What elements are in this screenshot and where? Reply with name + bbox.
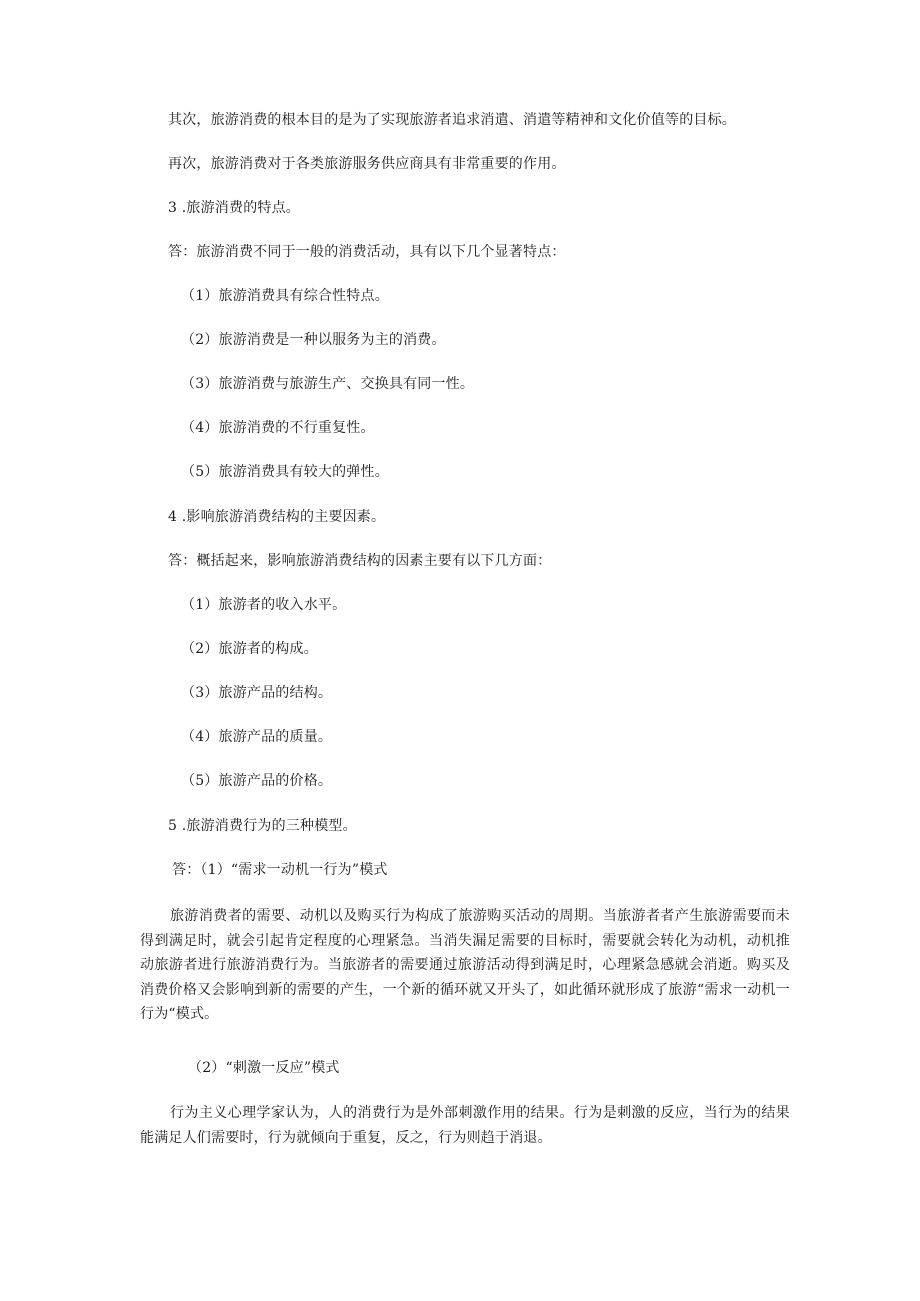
intro-second-line: 其次，旅游消费的根本目的是为了实现旅游者追求消遣、消遣等精神和文化价值等的目标。: [168, 112, 736, 128]
question-4-heading: 4 .影响旅游消费结构的主要因素。: [168, 509, 386, 525]
question-5-model-2-heading: （2）“刺激一反应”模式: [188, 1060, 340, 1076]
question-5-answer-model-1: 答：（1）“需求一动机一行为”模式: [172, 862, 388, 878]
question-3-item-3: （3）旅游消费与旅游生产、交换具有同一性。: [181, 376, 475, 392]
question-4-item-5: （5）旅游产品的价格。: [181, 773, 333, 789]
intro-third-line: 再次，旅游消费对于各类旅游服务供应商具有非常重要的作用。: [168, 156, 566, 172]
question-4-item-4: （4）旅游产品的质量。: [181, 729, 333, 745]
model-2-paragraph: 行为主义心理学家认为，人的消费行为是外部刺激作用的结果。行为是刺激的反应，当行为的结果能满足人们需要时，行为就倾向于重复，反之，行为则趋于消退。: [140, 1105, 790, 1146]
question-4-item-2: （2）旅游者的构成。: [181, 641, 318, 657]
question-5-heading: 5 .旅游消费行为的三种模型。: [168, 818, 357, 834]
model-1-paragraph: 旅游消费者的需要、动机以及购买行为构成了旅游购买活动的周期。当旅游者者产生旅游需要而未得到满足时，就会引起肯定程度的心理紧急。当消失漏足需要的目标时，需要就会转化为动机，动机推动旅游者进行旅游消费行为。当旅游者的需要通过旅游活动得到满足时，心理紧急感就会消逝。购买及消费价格又会影响到新的需要的产生，一个新的循环就又开头了，如此循环就形成了旅游“需求一动机一行为“模式。: [140, 908, 790, 1022]
question-3-item-1: （1）旅游消费具有综合性特点。: [181, 288, 389, 304]
question-3-heading: 3 .旅游消费的特点。: [168, 200, 301, 216]
question-3-answer: 答：旅游消费不同于一般的消费活动，具有以下几个显著特点：: [168, 244, 566, 260]
question-3-item-2: （2）旅游消费是一种以服务为主的消费。: [181, 332, 446, 348]
question-4-item-1: （1）旅游者的收入水平。: [181, 597, 347, 613]
question-4-item-3: （3）旅游产品的结构。: [181, 685, 333, 701]
question-4-answer: 答：概括起来，影响旅游消费结构的因素主要有以下几方面：: [168, 553, 552, 569]
question-3-item-5: （5）旅游消费具有较大的弹性。: [181, 464, 389, 480]
question-3-item-4: （4）旅游消费的不行重复性。: [181, 420, 375, 436]
